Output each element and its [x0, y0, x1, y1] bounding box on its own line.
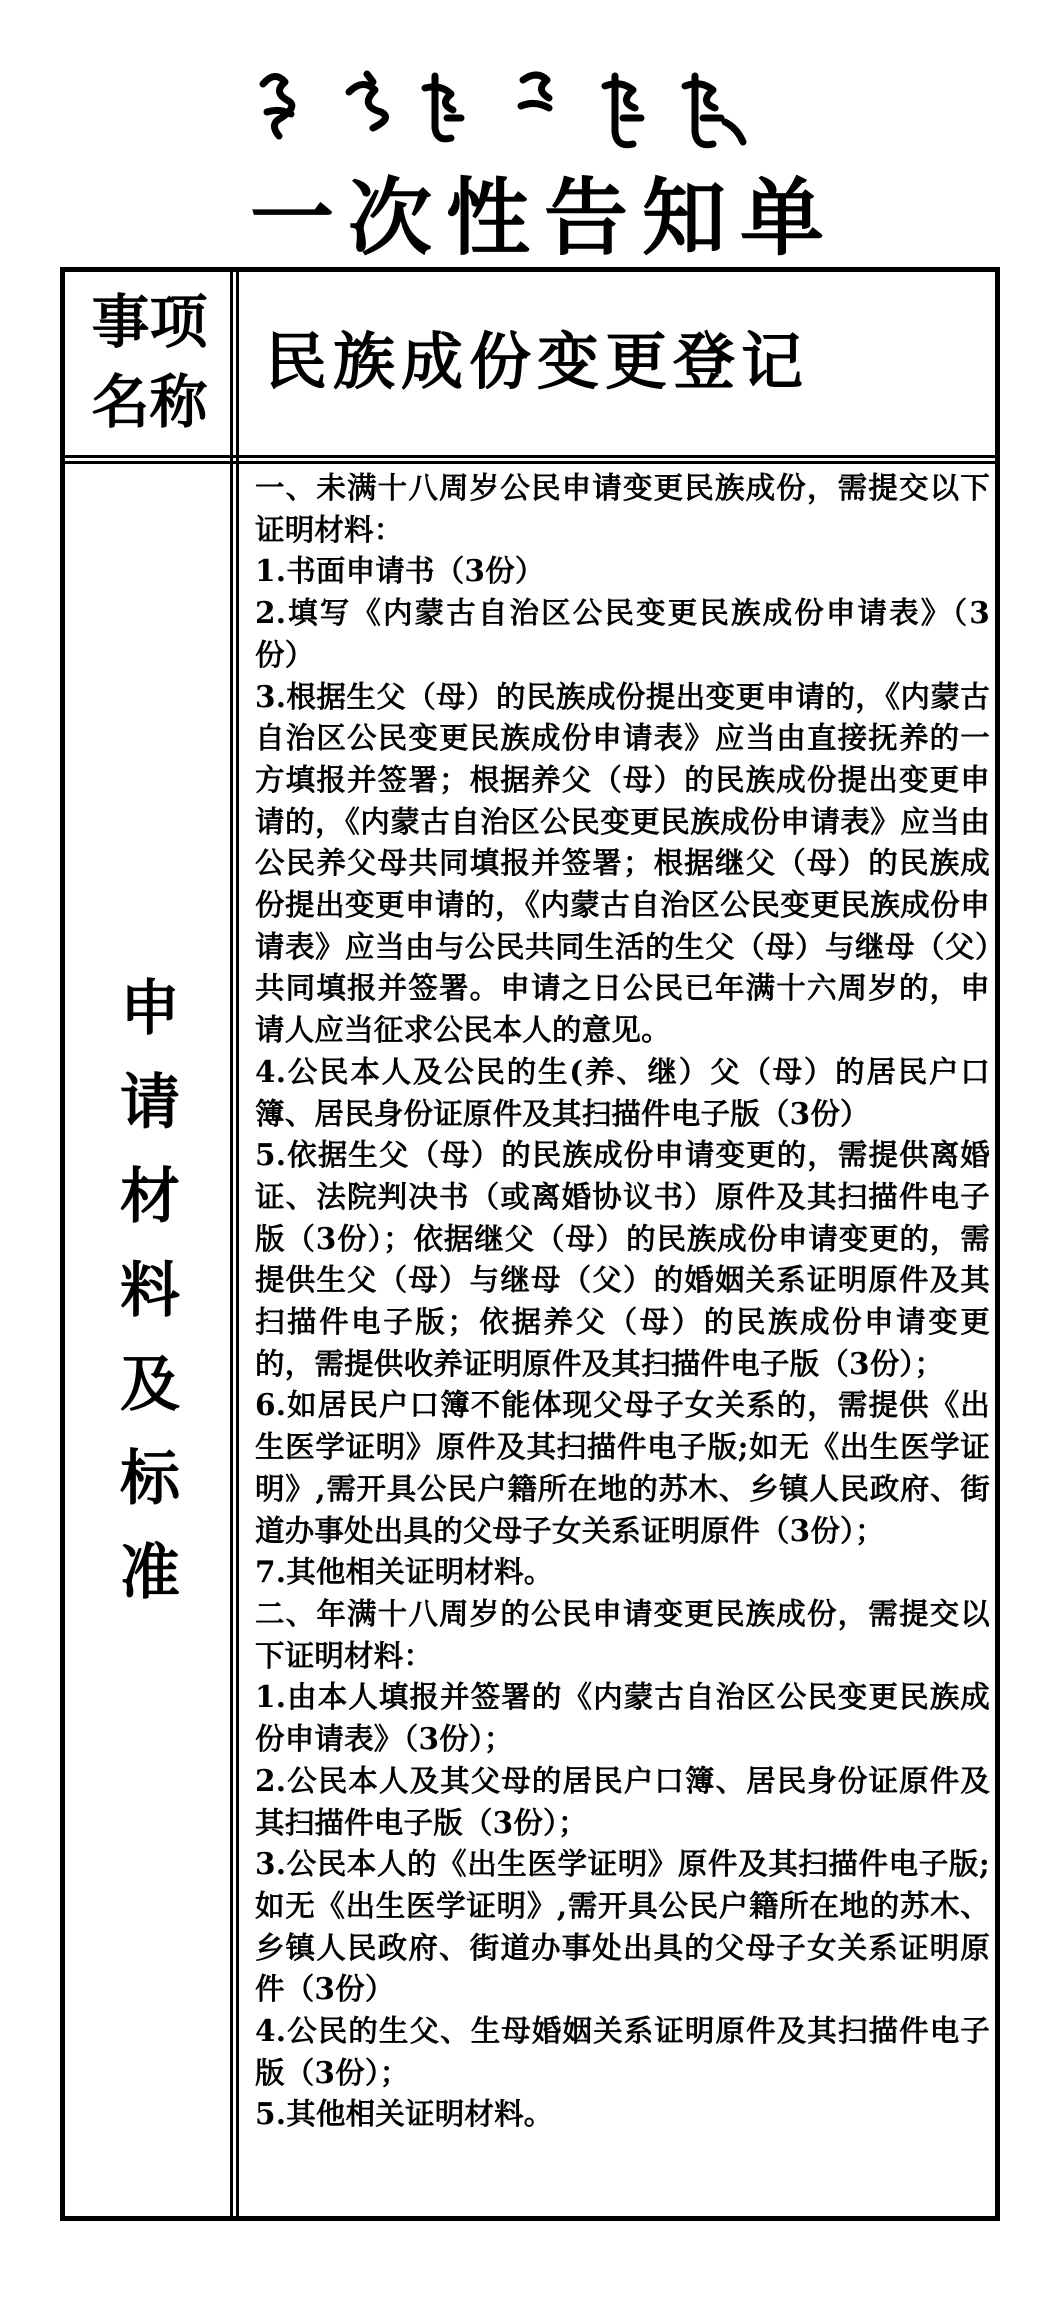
materials-item: 4.公民本人及公民的生(养、继）父（母）的居民户口簿、居民身份证原件及其扫描件电子版（3份） [255, 1053, 990, 1131]
materials-item: 3.公民本人的《出生医学证明》原件及其扫描件电子版;如无《出生医学证明》,需开具公民户籍所在地的苏木、乡镇人民政府、街道办事处出具的父母子女关系证明原件（3份） [255, 1846, 990, 2007]
materials-item: 4.公民的生父、生母婚姻关系证明原件及其扫描件电子版（3份）； [255, 2013, 990, 2090]
materials-label-char: 申 [120, 974, 180, 1044]
materials-item: 1.书面申请书（3份） [255, 553, 545, 589]
materials-label [100, 962, 200, 1620]
item-name-value: 民族成份变更登记 [265, 325, 810, 398]
materials-item: 3.根据生父（母）的民族成份提出变更申请的，《内蒙古自治区公民变更民族成份申请表》应当由直接抚养的一方填报并签署；根据养父（母）的民族成份提出变更申请的，《内蒙古自治区公民变更民族成份申请表》应当由公民养父母共同填报并签署；根据继父（母）的民族成份提出变更申请的，《内蒙古自治区公民变更民族成份申请表》应当由与公民共同生活的生父（母）与继母（父）共同填报并签署。申请之日公民已年满十六周岁的，申请人应当征求公民本人的意见。 [255, 678, 990, 1048]
item-name-label-line1: 事项 [91, 288, 208, 356]
materials-label-char: 准 [120, 1538, 180, 1608]
materials-item: 1.由本人填报并签署的《内蒙古自治区公民变更民族成份申请表》（3份）； [255, 1679, 990, 1757]
column-divider [230, 272, 233, 2216]
materials-label-char: 料 [120, 1256, 180, 1326]
item-name-label-line2: 名称 [91, 368, 208, 436]
materials-item: 5.其他相关证明材料。 [255, 2096, 554, 2132]
mongolian-script-title [255, 62, 755, 162]
row-divider [65, 455, 995, 458]
materials-list [255, 467, 990, 2135]
materials-section-heading: 二、年满十八周岁的公民申请变更民族成份，需提交以下证明材料： [255, 1595, 990, 1673]
materials-label-char: 请 [120, 1068, 180, 1138]
page-title: 一次性告知单 [250, 168, 839, 267]
materials-item: 5.依据生父（母）的民族成份申请变更的，需提供离婚证、法院判决书（或离婚协议书）原件及其扫描件电子版（3份）；依据继父（母）的民族成份申请变更的，需提供生父（母）与继母（父）的婚姻关系证明原件及其扫描件电子版；依据养父（母）的民族成份申请变更的，需提供收养证明原件及其扫描件电子版（3份）； [255, 1137, 990, 1381]
row-divider-double [65, 461, 995, 464]
mongolian-script-glyphs [255, 62, 755, 162]
materials-item: 2.填写《内蒙古自治区公民变更民族成份申请表》（3份） [255, 595, 990, 672]
materials-section-heading: 一、未满十八周岁公民申请变更民族成份，需提交以下证明材料： [255, 470, 990, 547]
materials-item: 7.其他相关证明材料。 [255, 1554, 554, 1590]
materials-label-char: 标 [120, 1444, 180, 1514]
materials-item: 6.如居民户口簿不能体现父母子女关系的，需提供《出生医学证明》原件及其扫描件电子版;如无《出生医学证明》,需开具公民户籍所在地的苏木、乡镇人民政府、街道办事处出具的父母子女关系证明原件（3份）； [255, 1387, 990, 1548]
materials-item: 2.公民本人及其父母的居民户口簿、居民身份证原件及其扫描件电子版（3份）； [255, 1762, 990, 1840]
materials-label-char: 及 [120, 1350, 180, 1420]
item-name-label [77, 282, 222, 442]
materials-label-char: 材 [120, 1162, 180, 1232]
notice-form-table [60, 267, 1000, 2221]
